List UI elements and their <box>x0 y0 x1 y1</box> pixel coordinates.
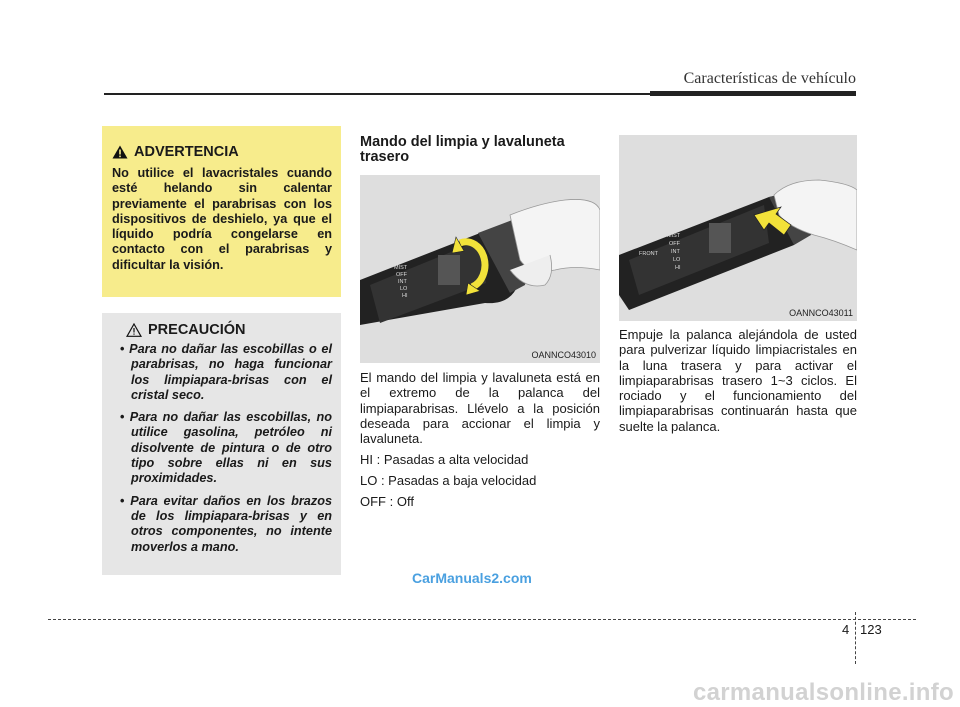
chapter-number: 4 <box>842 622 850 637</box>
caution-heading <box>126 322 332 338</box>
wiper-lever-illustration <box>360 175 600 363</box>
header-title: Características de vehículo <box>683 70 856 87</box>
lever-label-lo-2: LO <box>673 257 681 263</box>
caution-item: • Para no dañar las escobillas, no utilice gasolina, petróleo ni disolvente de pintura o de otro tipo sobre ellas ni en sus proximidades. <box>112 410 332 486</box>
warning-title: ADVERTENCIA <box>134 144 239 160</box>
lever-label-int-2: INT <box>671 249 680 255</box>
lever-label-hi: HI <box>402 293 408 299</box>
figure2-code: OANNCO43011 <box>789 308 853 318</box>
lever-label-off-2: OFF <box>669 241 680 247</box>
header-rule-accent <box>650 91 856 96</box>
footer-rule <box>48 619 916 620</box>
caution-item: • Para no dañar las escobillas o el parabrisas, no haga funcionar los limpiapara-brisas con el cristal seco. <box>112 342 332 403</box>
footer-url: carmanualsonline.info <box>692 679 954 706</box>
caution-item: • Para evitar daños en los brazos de los limpiapara-brisas y en otros componentes, no intente moverlos a mano. <box>112 494 332 555</box>
lever-label-int: INT <box>398 279 407 285</box>
section-content <box>360 370 600 509</box>
warning-box <box>102 126 341 297</box>
figure-washer-push <box>619 135 857 321</box>
column3-paragraph: Empuje la palanca alejándola de usted para pulverizar líquido limpiacristales en la luna trasera y para activar el limpiaparabrisas trasero 1~3 ciclos. El rociado y el funcionamiento del limpiaparabrisas continuarán hasta que suelte la palanca. <box>619 327 857 434</box>
page-number: 123 <box>860 622 882 637</box>
lever-label-mist-2: MIST <box>667 233 681 239</box>
washer-lever-illustration <box>619 135 857 321</box>
lever-label-off: OFF <box>396 272 407 278</box>
caution-triangle-icon <box>126 323 142 337</box>
lever-label-front: FRONT <box>639 251 658 257</box>
watermark: CarManuals2.com <box>412 570 532 586</box>
caution-list <box>112 342 332 555</box>
lo-line: LO : Pasadas a baja velocidad <box>360 473 537 489</box>
section-title: Mando del limpia y lavaluneta trasero <box>360 134 565 165</box>
footer-divider <box>855 612 856 664</box>
lever-label-mist: MIST <box>394 265 408 271</box>
caution-title: PRECAUCIÓN <box>148 322 246 338</box>
lever-label-lo: LO <box>400 286 408 292</box>
figure-wiper-switch <box>360 175 600 363</box>
warning-heading <box>112 144 332 160</box>
caution-box <box>102 313 341 575</box>
lever-label-hi-2: HI <box>675 265 681 271</box>
off-line: OFF : Off <box>360 494 414 510</box>
hi-line: HI : Pasadas a alta velocidad <box>360 452 529 468</box>
section-paragraph: El mando del limpia y lavaluneta está en el extremo de la palanca del limpiaparabrisas. Llévelo a la posición deseada para accionar el limpia y lavaluneta. <box>360 370 600 447</box>
figure1-code: OANNCO43010 <box>531 350 596 360</box>
warning-triangle-icon <box>112 145 128 159</box>
warning-text: No utilice el lavacristales cuando esté helando sin calentar previamente el parabrisas con los dispositivos de deshielo, ya que el líquido podría congelarse en contacto con el parabrisas y dificultar la visión. <box>112 166 332 272</box>
